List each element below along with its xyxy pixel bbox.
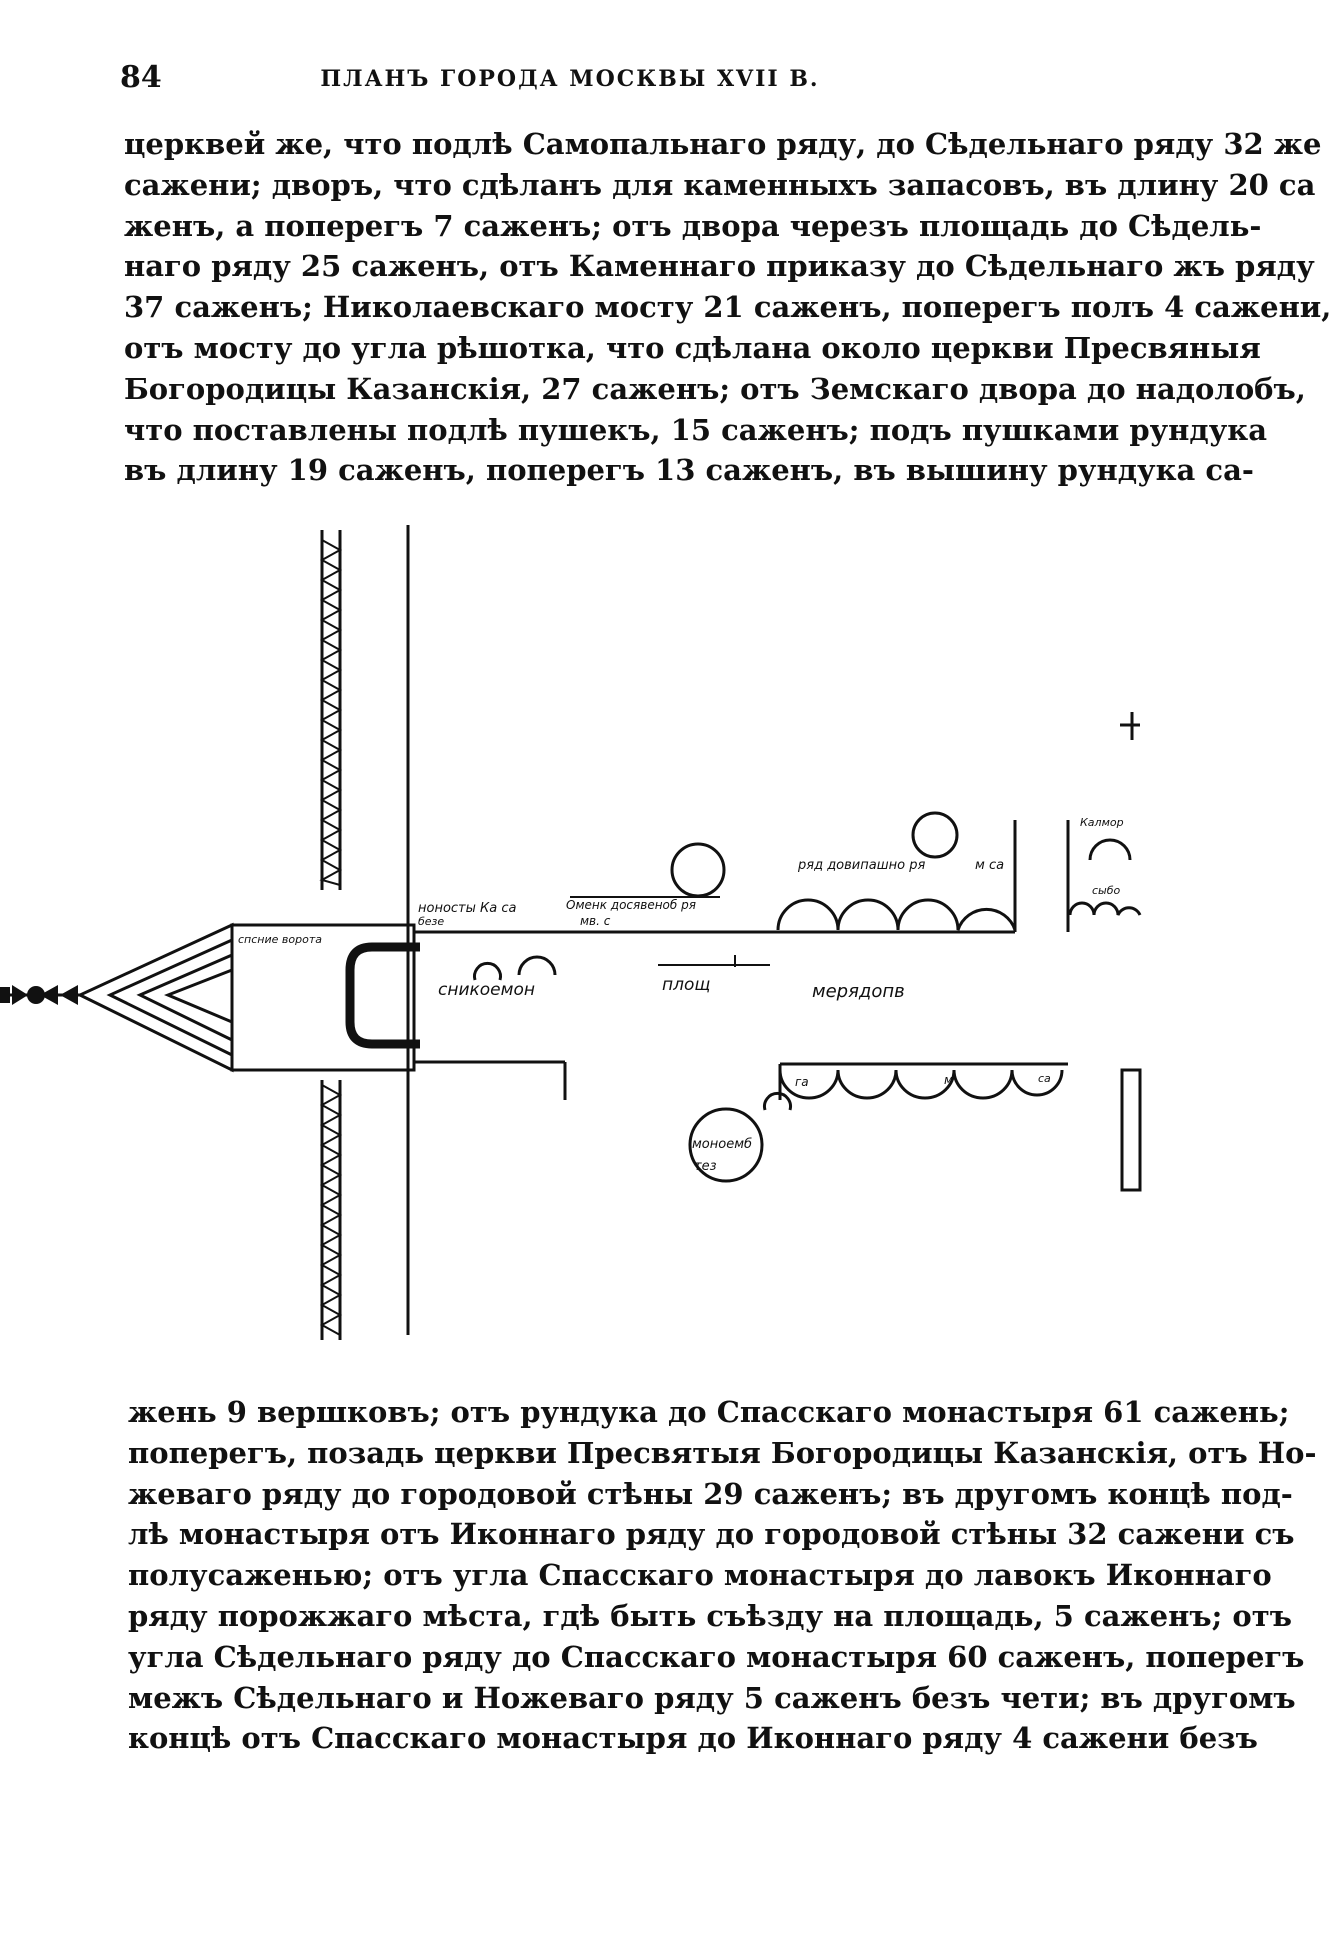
square-boundaries (414, 820, 1068, 1100)
text-line: женъ, а поперегъ 7 саженъ; отъ двора черезъ площадь до Сѣдель- (124, 208, 1262, 243)
label-monastery-bottom: моноемб (692, 1137, 753, 1152)
shop-row-arches-upper (778, 900, 1140, 930)
running-title: ПЛАНЪ ГОРОДА МОСКВЫ XVII В. (320, 66, 820, 92)
battlement-zigzag (322, 1085, 340, 1335)
label-bottom-sa: са (1038, 1072, 1051, 1085)
label-monastery-left: ноносты Ка са (418, 901, 517, 916)
wall-pattern-upper (322, 540, 340, 885)
page-number: 84 (120, 60, 162, 95)
text-line: межъ Сѣдельнаго и Ножеваго ряду 5 саженъ безъ чети; въ другомъ (128, 1680, 1296, 1715)
text-after-plan (128, 1392, 1317, 1759)
label-tes: тез (694, 1159, 717, 1174)
label-mb: мв. с (580, 914, 611, 928)
label-m-sa: м са (975, 858, 1005, 873)
label-church-left: сникоемон (438, 980, 535, 1000)
label-row-right: ряд довипашно ря (798, 858, 926, 873)
city-plan-drawing (0, 520, 1140, 1350)
text-line: сажени; дворъ, что сдѣланъ для каменныхъ запасовъ, въ длину 20 са (124, 167, 1316, 202)
label-bottom-m: м (944, 1073, 954, 1087)
label-beze: безе (418, 915, 445, 928)
text-line: отъ мосту до угла рѣшотка, что сдѣлана около церкви Пресвяныя (124, 330, 1261, 365)
label-sybo: сыбо (1092, 884, 1121, 897)
text-line: угла Сѣдельнаго ряду до Спасскаго монастыря 60 саженъ, поперегъ (128, 1639, 1305, 1674)
shop-row-arches-lower (780, 1070, 1062, 1098)
text-line: 37 саженъ; Николаевскаго мосту 21 саженъ, поперегъ полъ 4 сажени, (124, 290, 1331, 325)
label-row-center: мерядопв (812, 981, 905, 1002)
gate-label: спсние ворота (238, 933, 322, 946)
text-before-plan (124, 124, 1331, 491)
text-line: наго ряду 25 саженъ, отъ Каменнаго приказу до Сѣдельнаго жъ ряду (124, 249, 1315, 284)
text-line: ряду порожжаго мѣста, гдѣ быть съѣзду на площадь, 5 саженъ; отъ (128, 1598, 1292, 1633)
text-line: жеваго ряду до городовой стѣны 29 саженъ; въ другомъ концѣ под- (128, 1476, 1293, 1511)
text-line: въ длину 19 саженъ, поперегъ 13 саженъ, въ вышину рундука са- (124, 453, 1254, 488)
text-line: Богородицы Казанскія, 27 саженъ; отъ Земскаго двора до надолобъ, (124, 371, 1306, 406)
text-line: жень 9 вершковъ; отъ рундука до Спасскаго монастыря 61 сажень; (128, 1395, 1290, 1429)
text-line: церквей же, что подлѣ Самопальнаго ряду, до Сѣдельнаго ряду 32 же (124, 127, 1322, 161)
text-line: что поставлены подлѣ пушекъ, 15 саженъ; подъ пушками рундука (124, 412, 1268, 447)
text-line: концѣ отъ Спасскаго монастыря до Иконнаго ряду 4 сажени безъ (128, 1721, 1258, 1756)
label-row-tiles: Оменк досявеноб ря (566, 898, 696, 912)
text-line: лѣ монастыря отъ Иконнаго ряду до городовой стѣны 32 сажени съ (128, 1517, 1295, 1552)
wall-pattern-lower (322, 1085, 340, 1335)
label-square: площ (662, 975, 711, 995)
label-ga: га (795, 1075, 809, 1089)
battlement-zigzag (322, 540, 340, 885)
label-kalmor: Калмор (1080, 816, 1124, 829)
right-edge-wall (1120, 712, 1140, 1190)
text-line: полусаженью; отъ угла Спасскаго монастыря до лавокъ Иконнаго (128, 1558, 1272, 1593)
text-line: поперегъ, позадь церкви Пресвятыя Богородицы Казанскія, отъ Но- (128, 1435, 1317, 1470)
